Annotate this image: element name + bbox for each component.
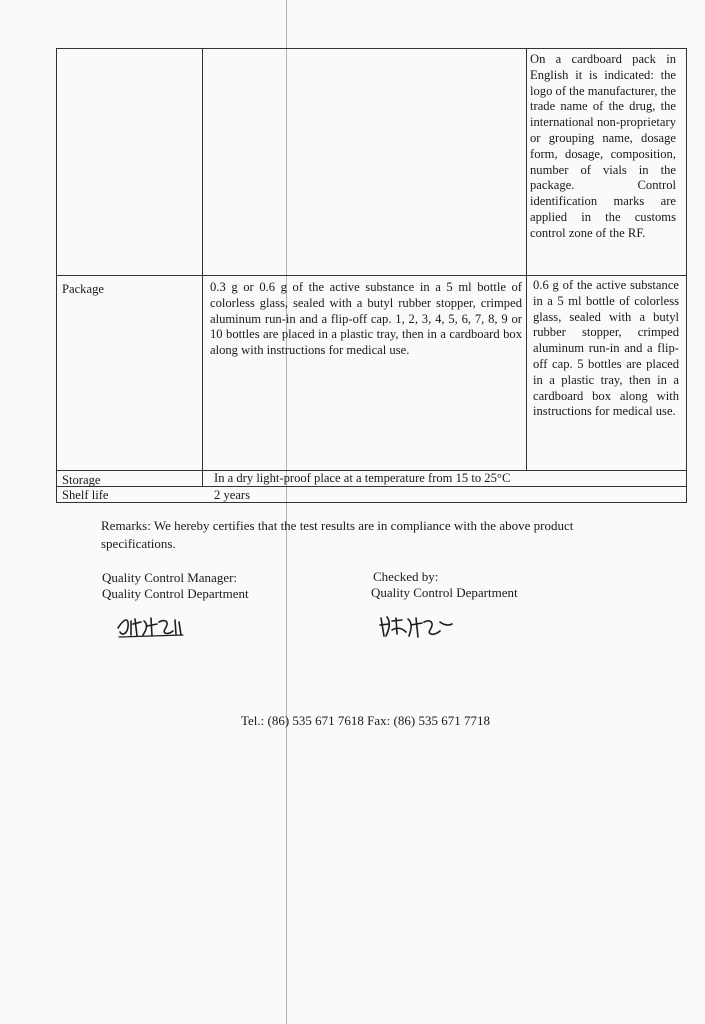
contact-line: Tel.: (86) 535 671 7618 Fax: (86) 535 671 7718 xyxy=(241,713,490,728)
storage-value: In a dry light-proof place at a temperature from 15 to 25°C xyxy=(214,471,511,485)
checked-by-department: Quality Control Department xyxy=(371,585,518,600)
package-right-cell: 0.6 g of the active substance in a 5 ml bottle of colorless glass, sealed with a butyl rubber stopper, crimped aluminum run-in and a flip-off cap. 5 bottles are placed in a plastic tray, then in a cardboard box along with instructions for medical use. xyxy=(533,278,679,419)
shelf-life-label: Shelf life xyxy=(62,488,109,502)
column-divider-1 xyxy=(202,49,203,486)
remarks-text: Remarks: We hereby certifies that the test results are in compliance with the above product specifications. xyxy=(101,518,574,551)
qc-manager-signature xyxy=(115,613,187,639)
checked-by-signature xyxy=(378,612,456,640)
checked-by-title: Checked by: xyxy=(373,569,439,584)
spec-table xyxy=(56,48,687,503)
shelf-life-value: 2 years xyxy=(214,488,251,502)
package-middle-cell: 0.3 g or 0.6 g of the active substance in a 5 ml bottle of colorless glass, sealed with a butyl rubber stopper, crimped aluminum run-in and a flip-off cap. 1, 2, 3, 4, 5, 6, 7, 8, 9 or 10 bottles are placed in a plastic tray, then in a cardboard box along with instructions for medical use. xyxy=(210,280,522,358)
qc-manager-department: Quality Control Department xyxy=(102,586,249,601)
column-divider-2 xyxy=(526,49,527,470)
qc-manager-title: Quality Control Manager: xyxy=(102,570,238,585)
row1-right-cell: On a cardboard pack in English it is indicated: the logo of the manufacturer, the trade name of the drug, the international non-proprietary or grouping name, dosage form, dosage, composition, number of vials in the package. Control identification marks are applied in the customs control zone of the RF. xyxy=(530,52,677,240)
package-label: Package xyxy=(62,282,104,296)
storage-label: Storage xyxy=(62,473,101,487)
table-right-border xyxy=(686,49,687,503)
row-divider-1 xyxy=(57,275,687,276)
